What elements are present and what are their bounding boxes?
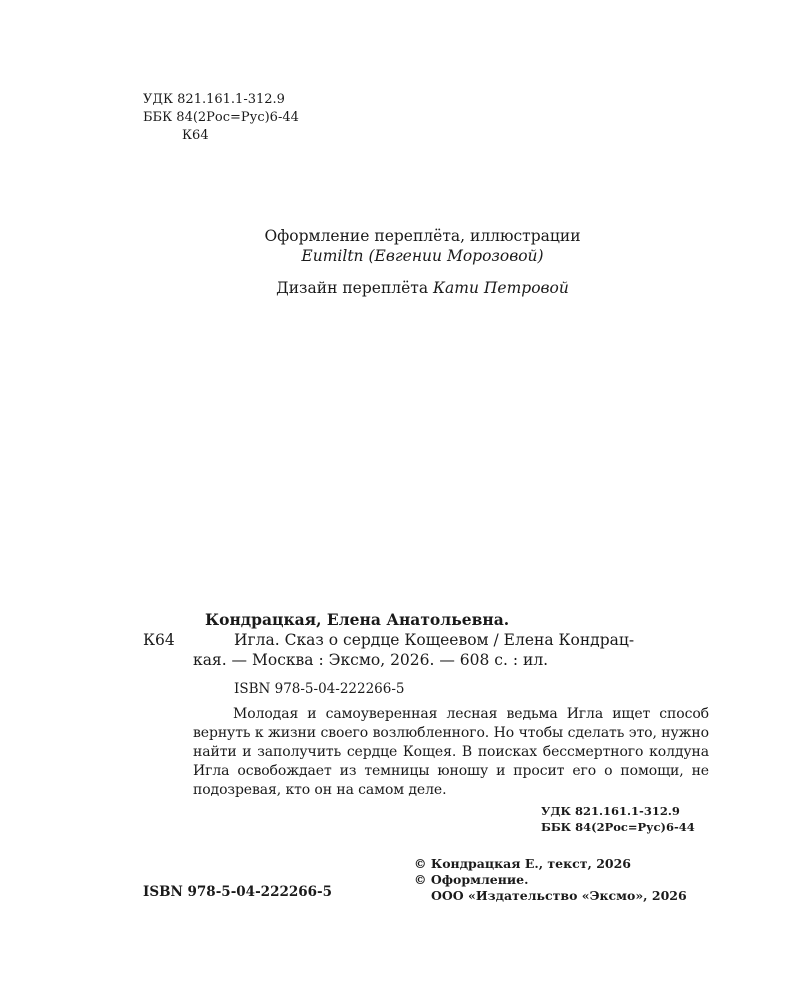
catalog-annotation <box>193 705 709 800</box>
credits-design-prefix: Дизайн переплёта <box>276 279 434 297</box>
copyright-design: © Оформление. <box>414 872 529 887</box>
footer-isbn: ISBN 978-5-04-222266-5 <box>143 884 333 900</box>
catalog-author: Кондрацкая, Елена Анатольевна. <box>205 610 510 629</box>
annotation-text: Молодая и самоуверенная лесная ведьма Игла ищет способ вернуть к жизни своего возлюбленного. Но чтобы сделать это, нужно найти и заполучить сердце Кощея. В поисках бессмертного колдуна Игла освобождает из темницы юношу и просит его о помощи, не подозревая, кто он на самом деле. <box>193 706 709 798</box>
copyright-publisher: ООО «Издательство «Эксмо», 2026 <box>431 888 687 903</box>
bbk-code: ББК 84(2Рос=Рус)6-44 <box>143 110 299 125</box>
author-mark: К64 <box>182 128 209 143</box>
credits-cover-illustrations: Оформление переплёта, иллюстрации <box>264 227 581 245</box>
udk-code: УДК 821.161.1-312.9 <box>143 92 285 107</box>
credits-designer: Кати Петровой <box>433 279 569 297</box>
credits-illustrator: Eumiltn (Евгении Морозовой) <box>301 247 544 265</box>
catalog-mark: К64 <box>143 631 175 649</box>
catalog-udk: УДК 821.161.1-312.9 <box>541 804 680 818</box>
catalog-bbk: ББК 84(2Рос=Рус)6-44 <box>541 820 695 834</box>
catalog-title-line2: кая. — Москва : Эксмо, 2026. — 608 с. : ил. <box>193 651 549 669</box>
catalog-isbn: ISBN 978-5-04-222266-5 <box>234 681 405 697</box>
credits-design <box>0 278 800 298</box>
catalog-title-line1: Игла. Сказ о сердце Кощеевом / Елена Кондрац- <box>234 631 635 649</box>
copyright-text: © Кондрацкая Е., текст, 2026 <box>414 856 631 871</box>
